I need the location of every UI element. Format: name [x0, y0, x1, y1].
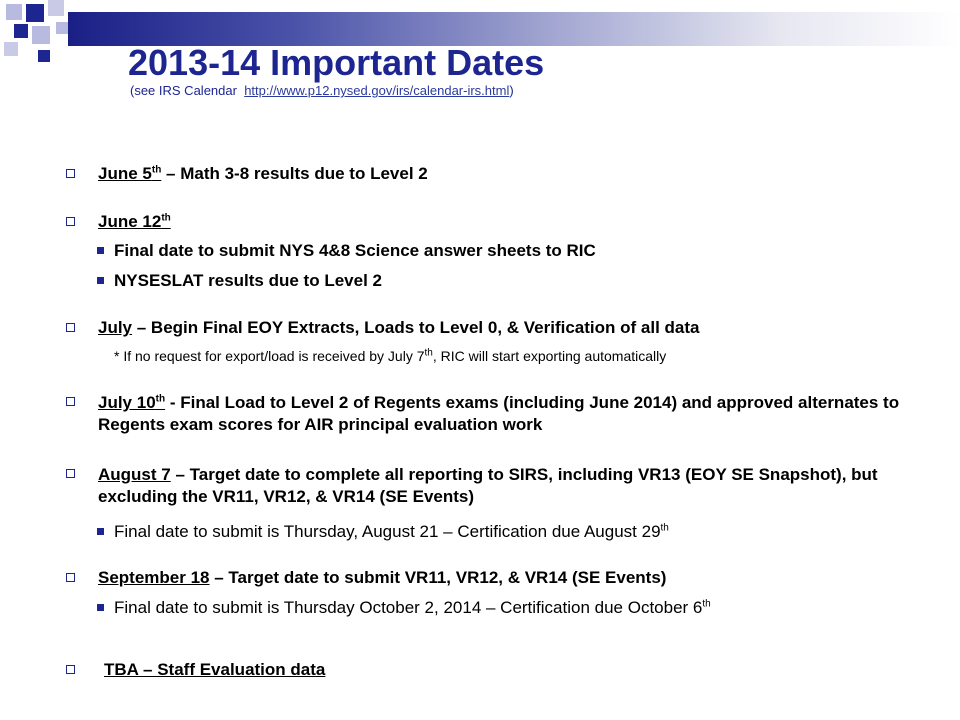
bullet-icon [97, 528, 104, 535]
subtitle-suffix: ) [509, 83, 514, 98]
square-bullet-icon [66, 397, 75, 406]
item-date: September 18 [98, 568, 210, 587]
square-bullet-icon [66, 323, 75, 332]
square-bullet-icon [66, 217, 75, 226]
list-item: June 5th – Math 3-8 results due to Level 2 [66, 164, 428, 184]
sub-list-item [114, 271, 382, 291]
sub-item-text: NYSESLAT results due to Level 2 [114, 271, 382, 290]
item-date: July [98, 318, 133, 337]
item-text: TBA – Staff Evaluation data [104, 660, 326, 679]
subtitle-prefix: (see IRS Calendar [130, 83, 237, 98]
item-text: – Target date to complete all reporting to SIRS, including VR13 (EOY SE Snapshot), but excluding the VR11, VR12, & VR14 (SE Events) [98, 465, 878, 506]
item-text: – Target date to submit VR11, VR12, & VR14 (SE Events) [209, 568, 667, 587]
square-bullet-icon [66, 573, 75, 582]
sub-list-item [114, 241, 596, 261]
list-item: June 12th [66, 212, 171, 232]
list-item [66, 660, 325, 680]
item-date: June 12 [98, 212, 162, 231]
square-bullet-icon [66, 469, 75, 478]
item-text: - Final Load to Level 2 of Regents exams (including June 2014) and approved alternates to Regents exam scores for AIR principal evaluation work [98, 393, 900, 434]
sub-item-text: Final date to submit is Thursday, August 21 – Certification due August 29 [114, 522, 661, 541]
item-text: – Math 3-8 results due to Level 2 [161, 164, 428, 183]
list-item [66, 464, 906, 508]
sub-item-text: Final date to submit is Thursday October 2, 2014 – Certification due October 6 [114, 598, 703, 617]
square-bullet-icon [66, 665, 75, 674]
bullet-icon [97, 277, 104, 284]
item-date: August 7 [98, 465, 171, 484]
sub-item-text: Final date to submit NYS 4&8 Science answer sheets to RIC [114, 241, 596, 260]
sub-list-item: Final date to submit is Thursday, August 21 – Certification due August 29th [114, 522, 669, 542]
list-item [66, 318, 700, 338]
square-bullet-icon [66, 169, 75, 178]
footnote: * If no request for export/load is received by July 7th, RIC will start exporting automatically [114, 347, 667, 364]
bullet-icon [97, 604, 104, 611]
item-date: June 5 [98, 164, 152, 183]
sub-list-item: Final date to submit is Thursday October 2, 2014 – Certification due October 6th [114, 598, 711, 618]
list-item: July 10th - Final Load to Level 2 of Regents exams (including June 2014) and approved alternates to Regents exam scores for AIR principal evaluation work [66, 392, 906, 436]
bullet-icon [97, 247, 104, 254]
item-text: – Begin Final EOY Extracts, Loads to Level 0, & Verification of all data [132, 318, 700, 337]
irs-calendar-link[interactable]: http://www.p12.nysed.gov/irs/calendar-irs.html [244, 83, 510, 98]
item-date: July 10 [98, 393, 156, 412]
page-title: 2013-14 Important Dates [128, 42, 545, 83]
list-item [66, 568, 666, 588]
